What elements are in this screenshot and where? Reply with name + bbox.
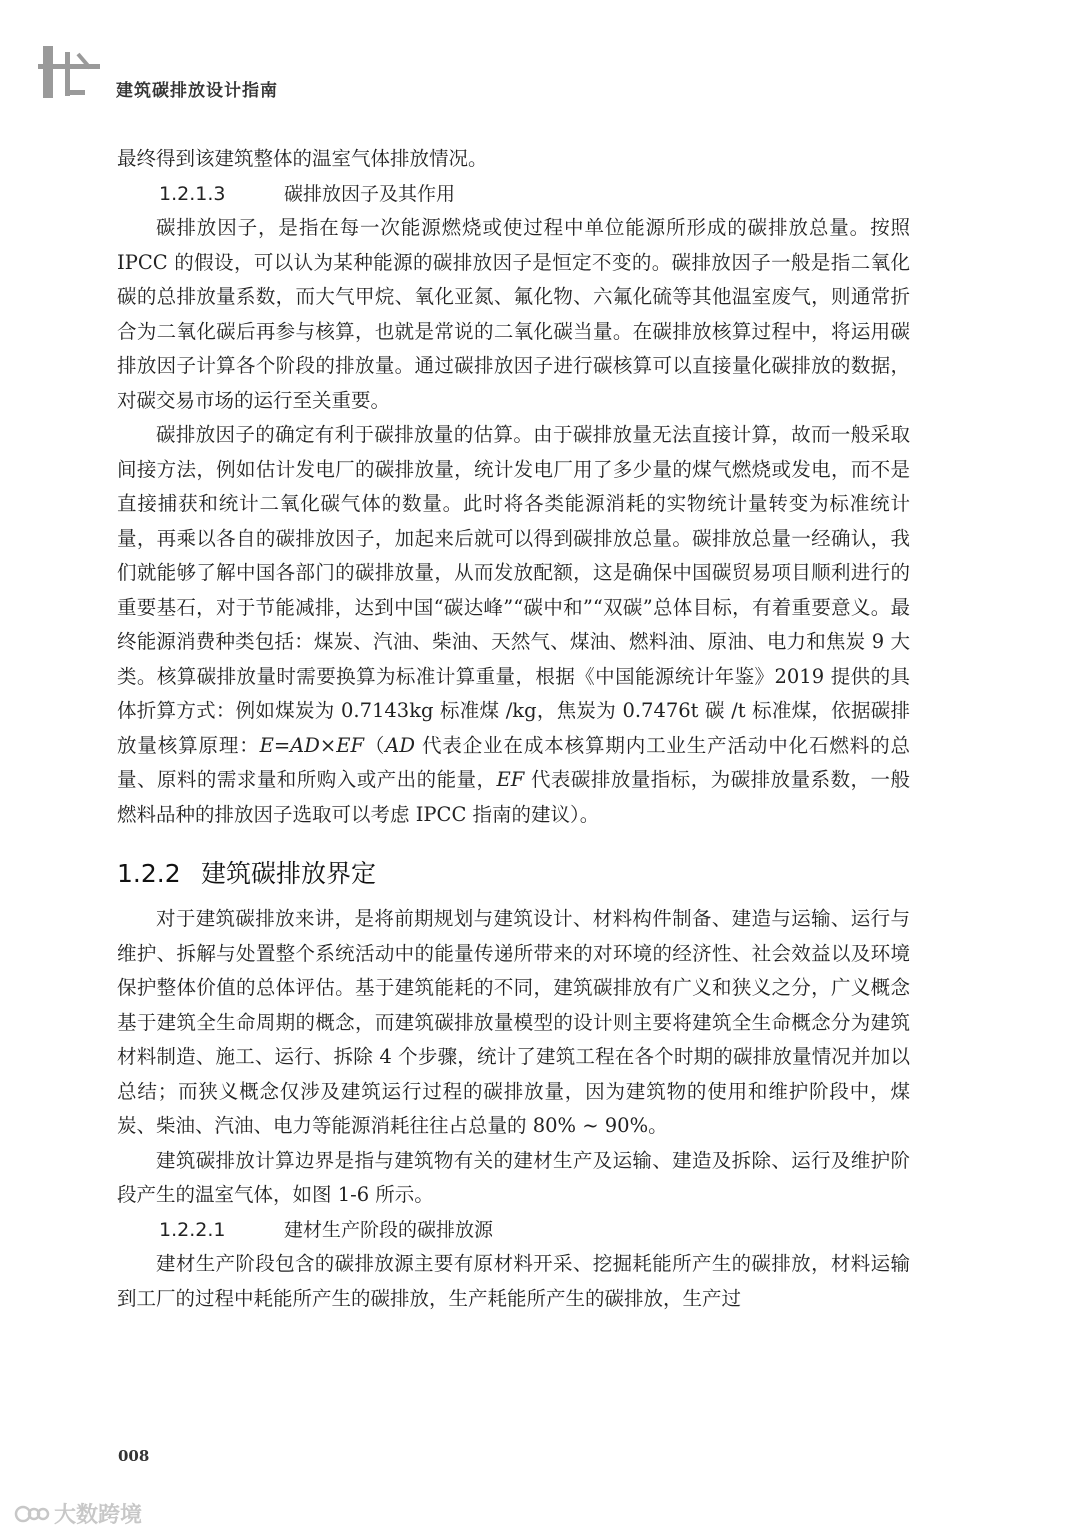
paragraph-text: 代表碳排放量指标，为碳排放量系数，一般燃料品种的排放因子选取可以考虑 IPCC 指南的建议）。	[117, 768, 910, 826]
page-number: 008	[118, 1447, 150, 1465]
formula-variable-ef: EF	[496, 768, 525, 791]
formula: E=AD×EF	[259, 733, 364, 757]
paragraph-text: （	[363, 733, 386, 757]
paragraph-text: 代表企业在成本核算期内工业生产活动中化石燃料的总量、原料的需求量和所购入或产出的能量，	[117, 733, 910, 791]
page-body	[117, 142, 910, 1316]
section-number: 1.2.1.3	[159, 182, 226, 205]
section-title: 建筑碳排放界定	[201, 859, 377, 888]
section-number: 1.2.2	[117, 859, 181, 888]
paragraph-calculation-boundary: 建筑碳排放计算边界是指与建筑物有关的建材生产及运输、建造及拆除、运行及维护阶段产生的温室气体，如图 1-6 所示。	[117, 1148, 910, 1206]
watermark-text: 大数跨境	[54, 1503, 143, 1528]
running-header-title: 建筑碳排放设计指南	[116, 81, 278, 101]
watermark	[14, 1498, 142, 1529]
section-title: 碳排放因子及其作用	[284, 182, 456, 205]
paragraph-emission-factor-definition: 碳排放因子，是指在每一次能源燃烧或使过程中单位能源所形成的碳排放总量。按照 IPCC 的假设，可以认为某种能源的碳排放因子是恒定不变的。碳排放因子一般是指二氧化碳的总排放量系数，而大气甲烷、氧化亚氮、氟化物、六氟化硫等其他温室废气，则通常折合为二氧化碳后再参与核算，也就是常说的二氧化碳当量。在碳排放核算过程中，将运用碳排放因子计算各个阶段的排放量。通过碳排放因子进行碳核算可以直接量化碳排放的数据，对碳交易市场的运行至关重要。	[117, 216, 910, 412]
section-heading-1-2-1-3	[117, 177, 910, 212]
paragraph-continuation: 最终得到该建筑整体的温室气体排放情况。	[117, 147, 488, 170]
section-title: 建材生产阶段的碳排放源	[284, 1218, 494, 1241]
section-number: 1.2.2.1	[159, 1218, 226, 1241]
paragraph-building-emission-scope: 对于建筑碳排放来讲，是将前期规划与建筑设计、材料构件制备、建造与运输、运行与维护、拆解与处置整个系统活动中的能量传递所带来的对环境的经济性、社会效益以及环境保护整体价值的总体评估。基于建筑能耗的不同，建筑碳排放有广义和狭义之分，广义概念基于建筑全生命周期的概念，而建筑碳排放量模型的设计则主要将建筑全生命概念分为建筑材料制造、施工、运行、拆除 4 个步骤，统计了建筑工程在各个时期的碳排放量情况并加以总结；而狭义概念仅涉及建筑运行过程的碳排放量，因为建筑物的使用和维护阶段中，煤炭、柴油、汽油、电力等能源消耗往往占总量的 80% ~ 90%。	[117, 907, 910, 1137]
paragraph-text: 碳排放因子的确定有利于碳排放量的估算。由于碳排放量无法直接计算，故而一般采取间接方法，例如估计发电厂的碳排放量，统计发电厂用了多少量的煤气燃烧或发电，而不是直接捕获和统计二氧化碳气体的数量。此时将各类能源消耗的实物统计量转变为标准统计量，再乘以各自的碳排放因子，加起来后就可以得到碳排放总量。碳排放总量一经确认，我们就能够了解中国各部门的碳排放量，从而发放配额，这是确保中国碳贸易项目顺利进行的重要基石，对于节能减排，达到中国“碳达峰”“碳中和”“双碳”总体目标，有着重要意义。最终能源消费种类包括：煤炭、汽油、柴油、天然气、煤油、燃料油、原油、电力和焦炭 9 大类。核算碳排放量时需要换算为标准计算重量，根据《中国能源统计年鉴》2019 提供的具体折算方式：例如煤炭为 0.7143kg 标准煤 /kg，焦炭为 0.7476t 碳 /t 标准煤，依据碳排放量核算原理：	[117, 423, 910, 757]
paragraph-material-production-sources: 建材生产阶段包含的碳排放源主要有原材料开采、挖掘耗能所产生的碳排放，材料运输到工厂的过程中耗能所产生的碳排放，生产耗能所产生的碳排放，生产过	[117, 1252, 910, 1310]
section-heading-1-2-2	[117, 854, 910, 890]
book-logo-icon	[38, 46, 100, 98]
watermark-logo-icon	[14, 1503, 50, 1525]
section-heading-1-2-2-1	[117, 1213, 910, 1248]
formula-variable-ad: AD	[385, 733, 415, 757]
paragraph-emission-factor-estimation	[117, 418, 910, 832]
